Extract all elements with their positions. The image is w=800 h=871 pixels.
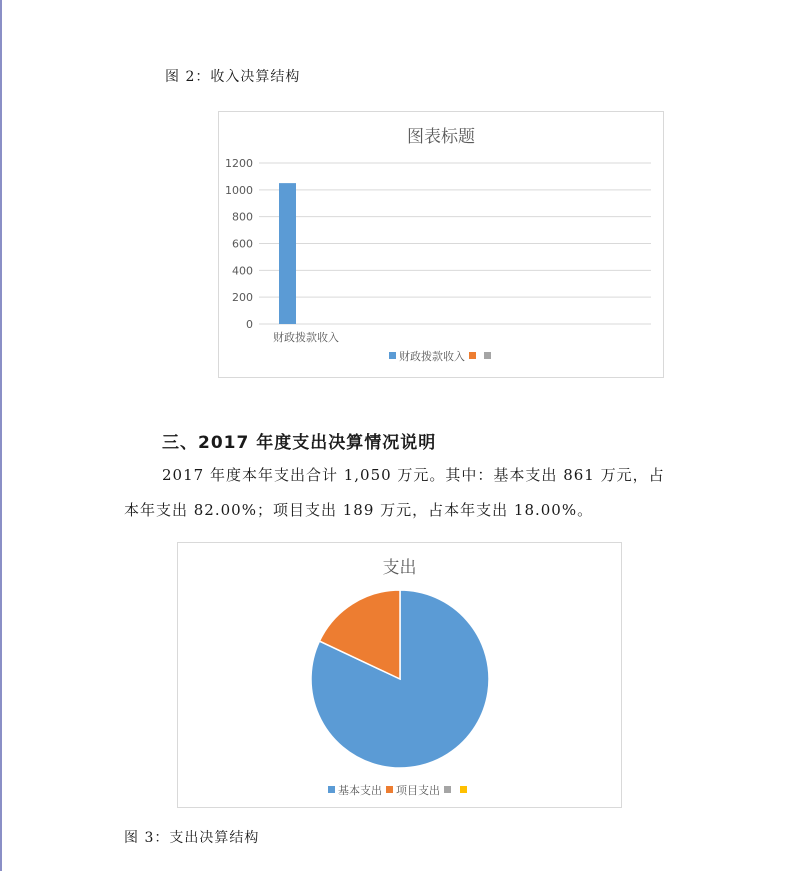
legend-swatch	[469, 352, 476, 359]
legend-swatch	[386, 786, 393, 793]
y-tick-label: 800	[232, 210, 253, 224]
page-left-border	[0, 0, 2, 871]
income-bar-chart	[218, 111, 664, 378]
y-tick-label: 600	[232, 237, 253, 251]
figure-3-caption: 图 3：支出决算结构	[124, 830, 260, 846]
legend-label: 基本支出	[338, 784, 382, 797]
legend-label: 财政拨款收入	[399, 350, 465, 363]
legend-swatch	[460, 786, 467, 793]
legend-swatch	[444, 786, 451, 793]
x-category-label: 财政拨款收入	[273, 331, 339, 344]
y-tick-label: 0	[246, 318, 253, 331]
y-tick-label: 400	[232, 264, 253, 278]
bar	[279, 183, 296, 324]
legend-swatch	[389, 352, 396, 359]
paragraph-line-1: 2017 年度本年支出合计 1,050 万元。其中：基本支出 861 万元，占	[162, 466, 665, 484]
legend-label: 项目支出	[396, 784, 440, 797]
pie-chart-title: 支出	[382, 558, 417, 578]
bar-chart-canvas	[219, 112, 663, 377]
paragraph-line-2: 本年支出 82.00%；项目支出 189 万元，占本年支出 18.00%。	[124, 501, 594, 519]
expense-pie-chart	[177, 542, 622, 808]
y-tick-label: 1000	[225, 183, 253, 197]
legend-swatch	[328, 786, 335, 793]
figure-2-caption: 图 2：收入决算结构	[165, 69, 301, 85]
y-tick-label: 1200	[225, 157, 253, 170]
legend-swatch	[484, 352, 491, 359]
section-heading: 三、2017 年度支出决算情况说明	[162, 433, 437, 453]
pie-chart-canvas	[178, 543, 621, 807]
y-tick-label: 200	[232, 291, 253, 305]
bar-chart-title: 图表标题	[407, 127, 475, 147]
